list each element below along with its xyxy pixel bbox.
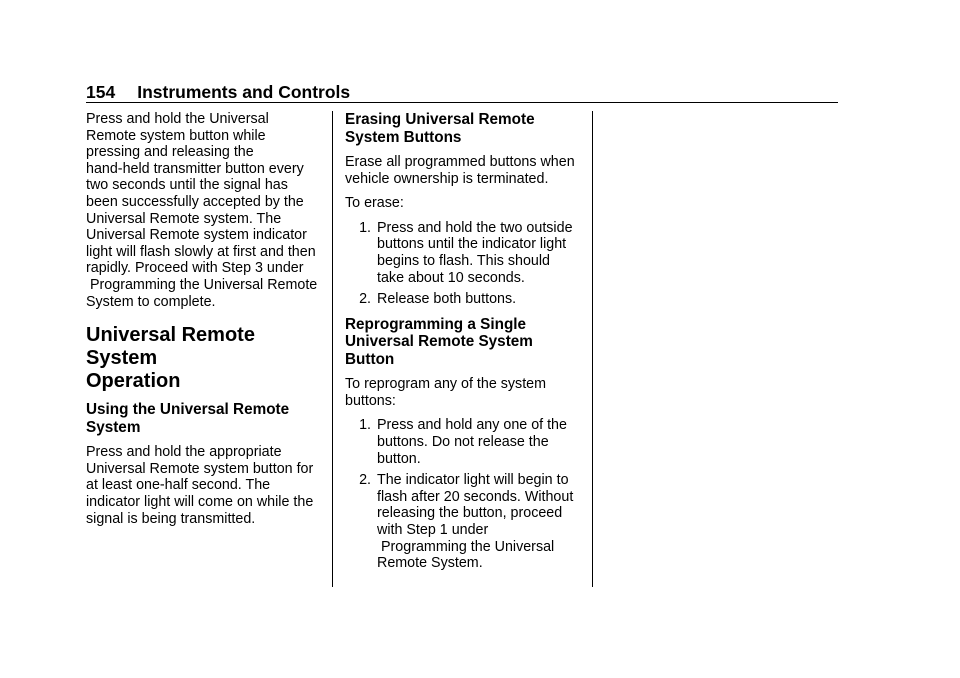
list-item: 2. Release both buttons. bbox=[359, 291, 517, 308]
cross-reference: Programming the Universal Remote bbox=[90, 276, 318, 293]
page-header bbox=[86, 82, 838, 103]
subsection-heading: Using the Universal Remote System bbox=[86, 401, 290, 436]
list-item: 1. Press and hold any one of the buttons. Do not release the button. bbox=[359, 417, 567, 467]
list-item: 2. The indicator light will begin to flash after 20 seconds. Without releasing the button, proceed with Step 1 under Programming the Universal Remote System. bbox=[359, 472, 574, 572]
column-middle bbox=[345, 111, 581, 580]
section-heading: Universal Remote System Operation bbox=[86, 324, 255, 393]
body-paragraph: To reprogram any of the system buttons: bbox=[345, 376, 547, 409]
subsection-heading: Erasing Universal Remote System Buttons bbox=[345, 111, 535, 146]
intro-paragraph: Press and hold the Universal Remote system button while pressing and releasing the hand-held transmitter button every two seconds until the signal has been successfully accepted by the Universal Remote system. The Universal Remote system indicator light will flash slowly at first and then rapidly. Proceed with Step 3 under Programming the Universal Remote System to complete. bbox=[86, 111, 318, 310]
page-number: 154 bbox=[86, 82, 116, 102]
body-paragraph: Erase all programmed buttons when vehicle ownership is terminated. bbox=[345, 154, 575, 187]
column-divider bbox=[332, 111, 333, 587]
erase-steps-list bbox=[345, 220, 581, 308]
subsection-heading: Reprogramming a Single Universal Remote System Button bbox=[345, 315, 533, 368]
column-divider bbox=[592, 111, 593, 587]
section-title: Instruments and Controls bbox=[137, 82, 351, 102]
list-item: 1. Press and hold the two outside buttons until the indicator light begins to flash. This should take about 10 seconds. bbox=[359, 219, 573, 286]
list-lead: To erase: bbox=[345, 195, 404, 212]
body-paragraph: Press and hold the appropriate Universal Remote system button for at least one-half second. The indicator light will come on while the signal is being transmitted. bbox=[86, 444, 314, 527]
reprogram-steps-list bbox=[345, 417, 581, 571]
column-left bbox=[86, 111, 322, 527]
cross-reference: Programming the Universal bbox=[381, 538, 555, 555]
